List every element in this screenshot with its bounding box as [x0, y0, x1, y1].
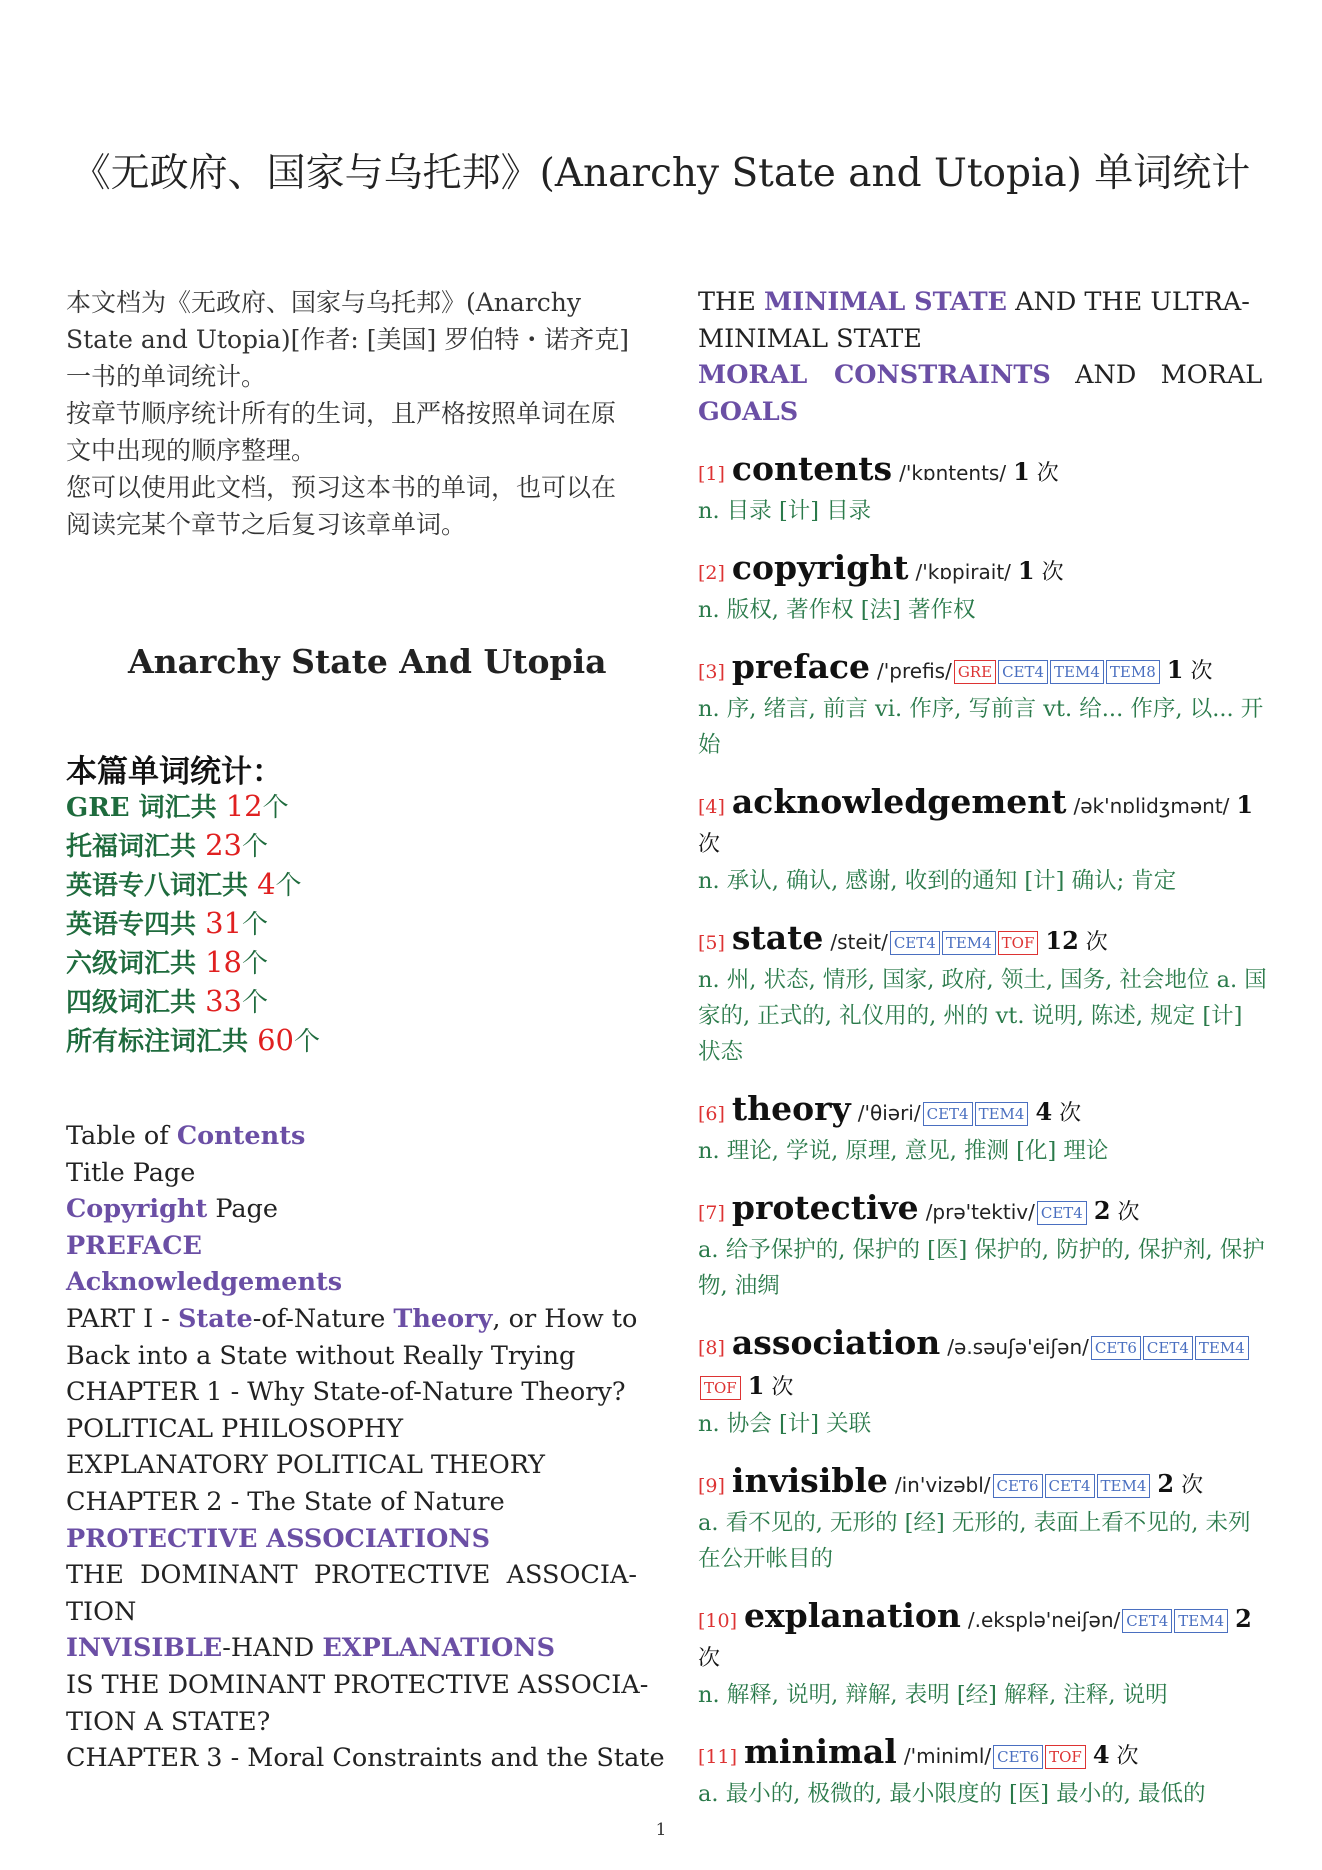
entry-count — [741, 1371, 794, 1401]
level-tag: CET4 — [923, 1102, 973, 1126]
highlighted-word: INVISIBLE — [66, 1633, 223, 1664]
entry-index: [5] — [698, 932, 725, 955]
entry-phonetic: /ək'nɒlidʒmənt/ — [1073, 794, 1230, 819]
level-tag: CET4 — [998, 660, 1048, 684]
stat-label: 托福词汇共 — [66, 832, 206, 862]
toc-line — [66, 1594, 634, 1631]
word-list-column — [698, 284, 1268, 1812]
toc-line — [66, 1557, 638, 1594]
stat-count: 12 — [225, 789, 263, 823]
highlighted-word: MORAL CONSTRAINTS — [698, 360, 1051, 391]
intro-paragraph: 按章节顺序统计所有的生词，且严格按照单词在原文中出现的顺序整理。 — [66, 399, 617, 465]
entry-definition: a. 给予保护的, 保护的 [医] 保护的, 防护的, 保护剂, 保护物, 油绸 — [698, 1237, 1265, 1300]
entry-head — [698, 1597, 1268, 1677]
level-tag: CET4 — [1122, 1609, 1172, 1633]
entry-word: acknowledgement — [731, 782, 1067, 822]
page-number: 1 — [655, 1820, 667, 1840]
toc-line — [66, 1155, 634, 1192]
intro-paragraph: 您可以使用此文档，预习这本书的单词，也可以在阅读完某个章节之后复习该章单词。 — [66, 473, 617, 539]
intro-paragraph: 本文档为《无政府、国家与乌托邦》(Anarchy State and Utopia)[作者: [美国] 罗伯特・诺齐克]一书的单词统计。 — [66, 288, 629, 391]
word-entry — [698, 1090, 1268, 1169]
toc-line — [66, 1338, 634, 1375]
text-segment: -HAND — [222, 1633, 323, 1664]
stat-count: 23 — [205, 828, 242, 862]
entry-count — [1006, 457, 1059, 487]
count-value: 12 — [1045, 926, 1079, 956]
entry-phonetic: /'miniml/ — [903, 1744, 992, 1769]
count-value: 1 — [1017, 556, 1035, 586]
level-tag: CET4 — [1143, 1336, 1193, 1360]
entry-head — [698, 1189, 1268, 1232]
level-tag: TEM4 — [942, 931, 996, 955]
word-entry — [698, 648, 1268, 763]
stat-label: 所有标注词汇共 — [66, 1027, 258, 1057]
stat-line — [66, 983, 320, 1022]
stat-count: 33 — [205, 984, 242, 1018]
word-entry — [698, 450, 1268, 529]
stat-label: 六级词汇共 — [66, 949, 206, 979]
toc-line — [66, 1630, 634, 1667]
level-tag: TEM8 — [1106, 660, 1160, 684]
entry-phonetic: /ə.səuʃə'eiʃən/ — [947, 1335, 1089, 1360]
level-tag: GRE — [954, 660, 996, 684]
stat-line — [66, 788, 320, 827]
stat-unit: 个 — [241, 910, 268, 940]
level-tag: TEM4 — [1097, 1474, 1151, 1498]
entry-word: protective — [731, 1188, 919, 1228]
entry-definition: n. 理论, 学说, 原理, 意见, 推测 [化] 理论 — [698, 1138, 1109, 1165]
highlighted-word: Copyright — [66, 1194, 208, 1225]
text-segment: EXPLANATORY POLITICAL THEORY — [66, 1450, 546, 1481]
stat-count: 18 — [205, 945, 242, 979]
heading-line — [698, 284, 1268, 321]
count-unit: 次 — [1041, 560, 1064, 586]
entry-definition: a. 看不见的, 无形的 [经] 无形的, 表面上看不见的, 未列在公开帐目的 — [698, 1510, 1251, 1573]
stat-label: GRE 词汇共 — [66, 793, 226, 823]
text-segment: THE — [698, 287, 764, 317]
page-title: 《无政府、国家与乌托邦》(Anarchy State and Utopia) 单词统计 — [71, 151, 1251, 196]
count-value: 2 — [1157, 1469, 1175, 1499]
entry-word: state — [731, 918, 824, 958]
entry-definition: n. 州, 状态, 情形, 国家, 政府, 领土, 国务, 社会地位 a. 国家的, 正式的, 礼仪用的, 州的 vt. 说明, 陈述, 规定 [计] 状态 — [698, 967, 1267, 1066]
entry-index: [3] — [698, 661, 725, 684]
level-tag: TEM4 — [1195, 1336, 1249, 1360]
word-entry — [698, 919, 1268, 1070]
text-segment: CHAPTER 2 - The State of Nature — [66, 1486, 505, 1517]
word-entry — [698, 1324, 1268, 1442]
entry-head — [698, 1733, 1268, 1776]
text-segment: , or How to — [492, 1303, 638, 1334]
entry-index: [1] — [698, 463, 725, 486]
level-tag: CET6 — [993, 1745, 1043, 1769]
heading-line — [698, 321, 1268, 358]
toc-line — [66, 1264, 634, 1301]
count-unit: 次 — [1190, 659, 1213, 685]
highlighted-word: Theory — [393, 1303, 493, 1334]
entry-head — [698, 919, 1268, 962]
entry-index: [9] — [698, 1475, 725, 1498]
stat-label: 英语专四共 — [66, 910, 206, 940]
entry-word: preface — [731, 647, 871, 687]
text-segment: CHAPTER 1 - Why State-of-Nature Theory? — [66, 1377, 626, 1408]
level-tag: CET6 — [1091, 1336, 1141, 1360]
entry-word: theory — [731, 1089, 851, 1129]
word-entry — [698, 1189, 1268, 1304]
stat-line — [66, 944, 320, 983]
text-segment: TION A STATE? — [66, 1706, 271, 1737]
level-tag: TOF — [700, 1376, 741, 1400]
count-value: 2 — [1093, 1196, 1111, 1226]
word-entry — [698, 1733, 1268, 1812]
word-entry — [698, 1597, 1268, 1713]
word-entry — [698, 783, 1268, 899]
stat-unit: 个 — [241, 988, 268, 1018]
stat-label: 英语专八词汇共 — [66, 871, 258, 901]
toc-line — [66, 1521, 634, 1558]
text-segment: POLITICAL PHILOSOPHY — [66, 1413, 404, 1444]
stat-count: 60 — [257, 1023, 294, 1057]
count-value: 1 — [1236, 790, 1254, 820]
level-tag: TEM4 — [1050, 660, 1104, 684]
word-entry — [698, 549, 1268, 628]
toc-line — [66, 1228, 634, 1265]
level-tag: TEM4 — [975, 1102, 1029, 1126]
count-unit: 次 — [1116, 1744, 1139, 1770]
count-unit: 次 — [1181, 1473, 1204, 1499]
toc-line — [66, 1740, 665, 1777]
table-of-contents — [66, 1118, 665, 1777]
count-unit: 次 — [771, 1375, 794, 1401]
entry-definition: a. 最小的, 极微的, 最小限度的 [医] 最小的, 最低的 — [698, 1781, 1206, 1808]
entry-count — [1150, 1469, 1204, 1499]
section-heading — [698, 284, 1268, 430]
count-unit: 次 — [1036, 461, 1059, 487]
heading-line — [698, 357, 1268, 394]
stats-heading: 本篇单词统计： — [66, 754, 283, 790]
stat-unit: 个 — [241, 832, 268, 862]
level-tag: CET4 — [1037, 1201, 1087, 1225]
stat-line — [66, 1022, 320, 1061]
stat-count: 31 — [205, 906, 242, 940]
entry-phonetic: /'prefis/ — [877, 659, 952, 684]
word-entry — [698, 1462, 1268, 1577]
entry-word: explanation — [744, 1596, 961, 1636]
entry-count — [1011, 556, 1064, 586]
heading-line — [698, 394, 1268, 431]
toc-line — [66, 1301, 638, 1338]
toc-line — [66, 1191, 634, 1228]
level-tag: CET4 — [890, 931, 940, 955]
entry-definition: n. 解释, 说明, 辩解, 表明 [经] 解释, 注释, 说明 — [698, 1682, 1168, 1709]
level-tag: CET4 — [1045, 1474, 1095, 1498]
text-segment: PART I - — [66, 1303, 178, 1334]
entry-count — [1087, 1196, 1140, 1226]
entry-phonetic: /.eksplə'neiʃən/ — [967, 1608, 1121, 1633]
entry-index: [2] — [698, 562, 725, 585]
book-title: Anarchy State And Utopia — [128, 642, 607, 681]
stat-unit: 个 — [275, 871, 302, 901]
highlighted-word: State — [178, 1303, 253, 1334]
text-segment: TION — [66, 1596, 137, 1627]
entry-head — [698, 1090, 1268, 1133]
entry-phonetic: /'kɒpirait/ — [915, 560, 1011, 585]
level-tag: TEM4 — [1174, 1609, 1228, 1633]
entry-index: [6] — [698, 1103, 725, 1126]
text-segment: AND THE ULTRA- — [1006, 287, 1250, 317]
toc-line — [66, 1447, 634, 1484]
level-tag: CET6 — [993, 1474, 1043, 1498]
toc-line — [66, 1704, 634, 1741]
text-segment: Back into a State without Really Trying — [66, 1340, 576, 1371]
entry-phonetic: /'θiəri/ — [857, 1101, 921, 1126]
word-entries — [698, 450, 1268, 1812]
count-unit: 次 — [698, 1646, 721, 1672]
entry-definition: n. 序, 绪言, 前言 vi. 作序, 写前言 vt. 给... 作序, 以... 开始 — [698, 696, 1264, 759]
count-unit: 次 — [1059, 1101, 1082, 1127]
entry-phonetic: /steit/ — [830, 930, 888, 955]
entry-phonetic: /prə'tektiv/ — [925, 1200, 1035, 1225]
entry-word: copyright — [731, 548, 909, 588]
text-segment: Page — [207, 1194, 278, 1225]
entry-phonetic: /in'vizəbl/ — [894, 1473, 991, 1498]
stat-count: 4 — [257, 867, 276, 901]
entry-head — [698, 648, 1268, 691]
entry-definition: n. 目录 [计] 目录 — [698, 498, 872, 525]
entry-word: association — [731, 1323, 941, 1363]
highlighted-word: EXPLANATIONS — [322, 1633, 556, 1664]
entry-count — [1028, 1097, 1082, 1127]
highlighted-word: Contents — [176, 1121, 306, 1151]
entry-word: minimal — [744, 1732, 897, 1772]
highlighted-word: PREFACE — [66, 1230, 202, 1261]
entry-definition: n. 版权, 著作权 [法] 著作权 — [698, 597, 976, 624]
entry-word: contents — [731, 449, 893, 489]
entry-head — [698, 1324, 1268, 1406]
count-value: 1 — [747, 1371, 765, 1401]
text-segment: Table of — [66, 1121, 177, 1151]
entry-count — [1086, 1740, 1139, 1770]
stat-line — [66, 905, 320, 944]
stat-unit: 个 — [241, 949, 268, 979]
entry-index: [4] — [698, 796, 725, 819]
text-segment: -of-Nature — [252, 1303, 394, 1334]
toc-line — [66, 1118, 634, 1155]
stat-line — [66, 827, 320, 866]
entry-head — [698, 450, 1268, 493]
count-value: 1 — [1166, 655, 1184, 685]
entry-count — [1160, 655, 1213, 685]
entry-definition: n. 承认, 确认, 感谢, 收到的通知 [计] 确认; 肯定 — [698, 868, 1177, 895]
stat-unit: 个 — [293, 1027, 320, 1057]
text-segment: AND MORAL — [1050, 360, 1263, 391]
count-unit: 次 — [1085, 930, 1108, 956]
highlighted-word: Acknowledgements — [66, 1267, 343, 1298]
entry-word: invisible — [731, 1461, 888, 1501]
intro-text — [66, 284, 634, 543]
text-segment: IS THE DOMINANT PROTECTIVE ASSOCIA- — [66, 1669, 649, 1700]
count-unit: 次 — [698, 832, 721, 858]
stat-unit: 个 — [262, 793, 289, 823]
count-value: 4 — [1092, 1740, 1110, 1770]
toc-line — [66, 1411, 634, 1448]
highlighted-word: PROTECTIVE ASSOCIATIONS — [66, 1523, 491, 1554]
toc-line — [66, 1667, 649, 1704]
toc-line — [66, 1374, 634, 1411]
highlighted-word: GOALS — [698, 396, 799, 427]
level-tag: TOF — [1045, 1745, 1086, 1769]
count-value: 1 — [1013, 457, 1030, 487]
entry-index: [7] — [698, 1202, 725, 1225]
stats-list — [66, 788, 320, 1061]
highlighted-word: MINIMAL STATE — [763, 287, 1007, 317]
entry-head — [698, 549, 1268, 592]
stat-line — [66, 866, 320, 905]
text-segment: Title Page — [66, 1157, 196, 1188]
stat-label: 四级词汇共 — [66, 988, 206, 1018]
entry-head — [698, 783, 1268, 863]
count-unit: 次 — [1117, 1200, 1140, 1226]
toc-line — [66, 1484, 634, 1521]
entry-head — [698, 1462, 1268, 1505]
count-value: 2 — [1235, 1604, 1252, 1634]
entry-definition: n. 协会 [计] 关联 — [698, 1411, 872, 1438]
text-segment: MINIMAL STATE — [698, 323, 922, 354]
entry-index: [11] — [698, 1746, 738, 1769]
text-segment: CHAPTER 3 - Moral Constraints and the State — [66, 1743, 665, 1774]
level-tag: TOF — [998, 931, 1039, 955]
text-segment: THE DOMINANT PROTECTIVE ASSOCIA- — [66, 1560, 638, 1591]
entry-phonetic: /'kɒntents/ — [899, 461, 1007, 486]
entry-index: [10] — [698, 1610, 738, 1633]
entry-index: [8] — [698, 1337, 725, 1360]
count-value: 4 — [1035, 1097, 1053, 1127]
entry-count — [1038, 926, 1108, 956]
